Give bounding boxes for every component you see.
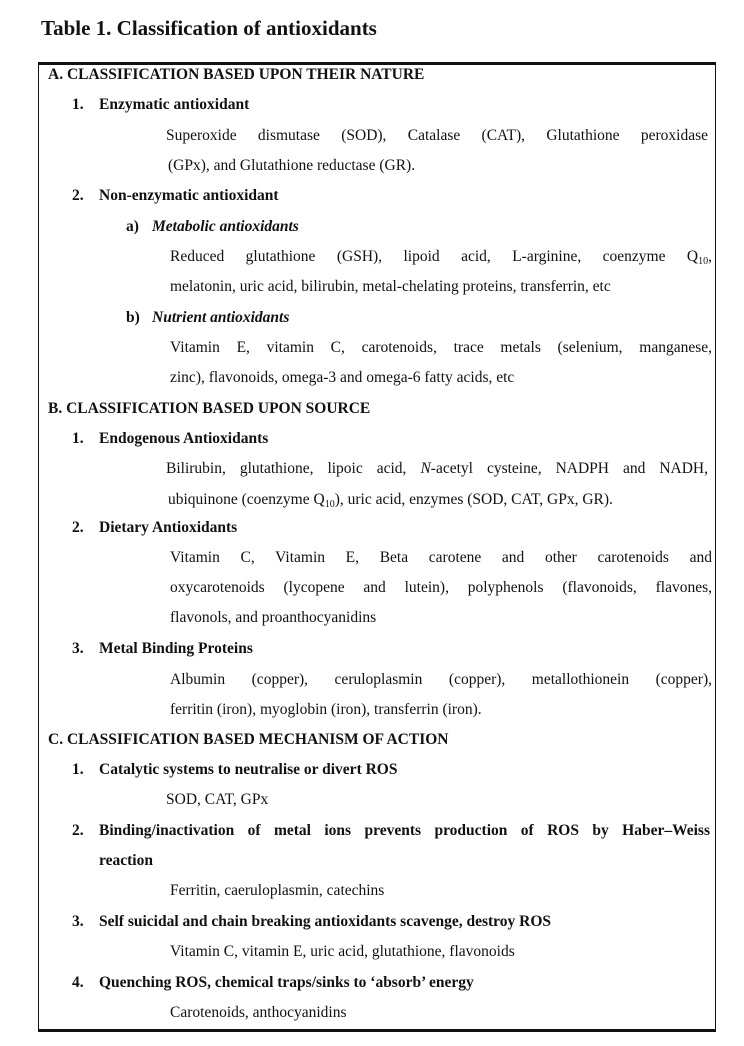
subscript: 10 <box>324 499 335 510</box>
section-a-heading: A. CLASSIFICATION BASED UPON THEIR NATURE <box>48 66 425 83</box>
text-run: Reduced glutathione (GSH), lipoid acid, L-arginine, coenzyme Q <box>170 248 699 265</box>
sub-label: Metabolic antioxidants <box>152 218 299 235</box>
text-run: ubiquinone (coenzyme Q <box>168 491 325 508</box>
section-a-sub-a-line-2: melatonin, uric acid, bilirubin, metal-chelating proteins, transferrin, etc <box>170 278 611 295</box>
section-b-item-2-line-2: oxycarotenoids (lycopene and lutein), polyphenols (flavonoids, flavones, <box>170 579 712 596</box>
section-a-item-2-label <box>72 187 279 205</box>
section-a-sub-a-label <box>126 218 299 236</box>
text-run: , <box>708 248 712 265</box>
section-c-item-2-label-cont: reaction <box>99 852 153 869</box>
section-b-item-1-label <box>72 430 268 448</box>
section-a-item-1-line-2: (GPx), and Glutathione reductase (GR). <box>168 157 416 174</box>
subscript: 10 <box>698 256 709 267</box>
section-b-item-2-label <box>72 519 237 537</box>
section-a-item-1-label <box>72 96 249 114</box>
text-run: -acetyl cysteine, NADPH and NADH, <box>430 460 709 477</box>
section-b-item-2-line-1: Vitamin C, Vitamin E, Beta carotene and other carotenoids and <box>170 549 712 566</box>
section-c-item-1-label <box>72 761 397 779</box>
item-number: 1. <box>72 761 84 778</box>
section-a-sub-b-label <box>126 309 289 327</box>
section-b-item-2-line-3: flavonols, and proanthocyanidins <box>170 609 377 626</box>
section-c-item-2-line-1: Ferritin, caeruloplasmin, catechins <box>170 882 385 899</box>
item-number: 4. <box>72 974 84 991</box>
item-label: Dietary Antioxidants <box>99 519 238 536</box>
section-c-item-3-line-1: Vitamin C, vitamin E, uric acid, glutathione, flavonoids <box>170 943 515 960</box>
section-a-sub-b-line-1: Vitamin E, vitamin C, carotenoids, trace metals (selenium, manganese, <box>170 339 712 356</box>
item-label: Non-enzymatic antioxidant <box>99 187 279 204</box>
section-b-item-3-line-2: ferritin (iron), myoglobin (iron), transferrin (iron). <box>170 701 482 718</box>
item-label: Catalytic systems to neutralise or divert ROS <box>99 761 398 778</box>
item-label: Metal Binding Proteins <box>99 640 253 657</box>
section-b-item-3-label <box>72 640 253 658</box>
section-a-item-1-line-1: Superoxide dismutase (SOD), Catalase (CAT), Glutathione peroxidase <box>166 127 708 144</box>
section-c-item-2-label <box>72 822 710 840</box>
item-label: Quenching ROS, chemical traps/sinks to ‘absorb’ energy <box>99 974 474 991</box>
section-c-item-4-line-1: Carotenoids, anthocyanidins <box>170 1004 347 1021</box>
section-c-item-4-label <box>72 974 474 992</box>
table-title: Table 1. Classification of antioxidants <box>41 16 377 40</box>
text-run: ), uric acid, enzymes (SOD, CAT, GPx, GR). <box>334 491 613 508</box>
item-label: Self suicidal and chain breaking antioxidants scavenge, destroy ROS <box>99 913 552 930</box>
section-c-item-3-label <box>72 913 551 931</box>
item-number: 3. <box>72 640 84 657</box>
section-a-sub-a-line-1 <box>170 248 712 266</box>
item-number: 1. <box>72 96 84 113</box>
section-c-item-1-line-1: SOD, CAT, GPx <box>166 791 269 808</box>
section-b-item-1-line-2 <box>168 491 613 509</box>
item-number: 2. <box>72 822 84 839</box>
section-b-item-3-line-1: Albumin (copper), ceruloplasmin (copper), metallothionein (copper), <box>170 671 712 688</box>
italic-text: N <box>420 460 431 477</box>
section-b-heading: B. CLASSIFICATION BASED UPON SOURCE <box>48 400 371 417</box>
sub-label: Nutrient antioxidants <box>152 309 290 326</box>
text-run: Bilirubin, glutathione, lipoic acid, <box>166 460 421 477</box>
item-number: 3. <box>72 913 84 930</box>
section-a-sub-b-line-2: zinc), flavonoids, omega-3 and omega-6 fatty acids, etc <box>170 369 515 386</box>
section-b-item-1-line-1 <box>166 460 708 478</box>
item-label: Binding/inactivation of metal ions prevents production of ROS by Haber–Weiss <box>99 822 710 839</box>
item-number: 1. <box>72 430 84 447</box>
item-label: Enzymatic antioxidant <box>99 96 250 113</box>
sub-letter: a) <box>126 218 139 235</box>
item-number: 2. <box>72 519 84 536</box>
sub-letter: b) <box>126 309 140 326</box>
item-label: Endogenous Antioxidants <box>99 430 269 447</box>
item-number: 2. <box>72 187 84 204</box>
section-c-heading: C. CLASSIFICATION BASED MECHANISM OF ACTION <box>48 731 449 748</box>
